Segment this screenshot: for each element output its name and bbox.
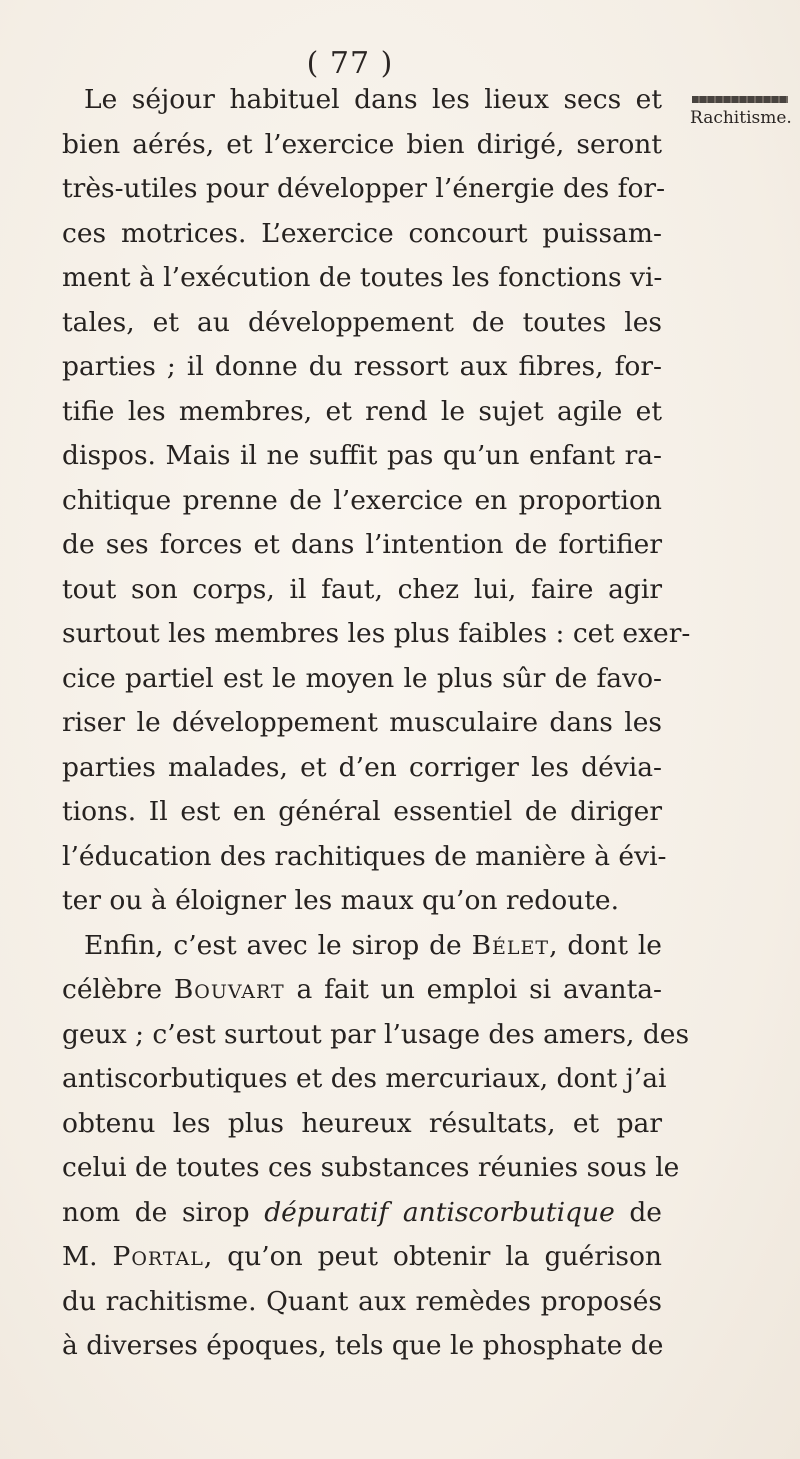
text-line: ter ou à éloigner les maux qu’on redoute. <box>62 885 620 916</box>
text-line: du rachitisme. Quant aux remèdes proposés <box>62 1285 662 1317</box>
text-line: cice partiel est le moyen le plus sûr de favo- <box>62 662 662 694</box>
text-line: antiscorbutiques et des mercuriaux, dont j’ai <box>62 1063 667 1094</box>
body-text <box>62 78 691 1369</box>
text-line: de ses forces et dans l’intention de fortifier <box>62 529 662 560</box>
text-line: tifie les membres, et rend le sujet agile et <box>62 395 662 427</box>
text-line <box>62 1235 662 1280</box>
text-line: Le séjour habituel dans les lieux secs et <box>84 84 662 115</box>
text-run: Enfin, c’est avec le sirop de <box>84 929 472 961</box>
text-line: bien aérés, et l’exercice bien dirigé, seront <box>62 128 662 160</box>
text-line: ment à l’exécution de toutes les fonctions vi- <box>62 262 663 293</box>
text-line: tout son corps, il faut, chez lui, faire agir <box>62 573 662 605</box>
text-run: M. <box>62 1241 113 1272</box>
text-line <box>62 1191 662 1236</box>
page-number: ( 77 ) <box>306 46 394 81</box>
text-run: , qu’on peut obtenir la guérison <box>203 1241 663 1272</box>
text-run: célèbre <box>62 974 174 1005</box>
text-line: chitique prenne de l’exercice en proportion <box>62 484 662 516</box>
text-line: ces motrices. L’exercice concourt puissam- <box>62 217 662 249</box>
text-line: dispos. Mais il ne suffit pas qu’un enfant ra- <box>62 440 662 471</box>
text-line: obtenu les plus heureux résultats, et par <box>62 1107 662 1139</box>
person-name: Bélet <box>471 929 550 961</box>
text-line: geux ; c’est surtout par l’usage des amers, des <box>62 1018 690 1050</box>
text-run: nom de sirop <box>62 1196 265 1228</box>
text-line: l’éducation des rachitiques de manière à évi- <box>62 840 667 872</box>
text-line: riser le développement musculaire dans les <box>62 707 662 738</box>
text-line <box>62 924 662 969</box>
text-line: tales, et au développement de toutes les <box>62 306 662 338</box>
margin-note: Rachitisme. <box>690 108 792 128</box>
italic-term: dépuratif antiscorbutique <box>264 1196 615 1228</box>
text-line: à diverses époques, tels que le phosphate de <box>62 1330 664 1361</box>
text-line: celui de toutes ces substances réunies sous le <box>62 1152 680 1183</box>
text-line: tions. Il est en général essentiel de diriger <box>62 796 662 827</box>
text-run: , dont le <box>549 929 662 961</box>
text-run: de <box>614 1196 662 1228</box>
person-name: Portal <box>112 1241 204 1272</box>
text-line <box>62 968 662 1013</box>
person-name: Bouvart <box>173 974 285 1005</box>
text-line: parties ; il donne du ressort aux fibres, for- <box>62 351 662 382</box>
text-line: très-utiles pour développer l’énergie des for- <box>62 173 666 204</box>
text-run: a fait un emploi si avanta- <box>284 974 663 1005</box>
margin-ornament-rule <box>692 96 788 103</box>
text-line: parties malades, et d’en corriger les dévia- <box>62 751 662 783</box>
text-line: surtout les membres les plus faibles : cet exer- <box>62 618 691 649</box>
